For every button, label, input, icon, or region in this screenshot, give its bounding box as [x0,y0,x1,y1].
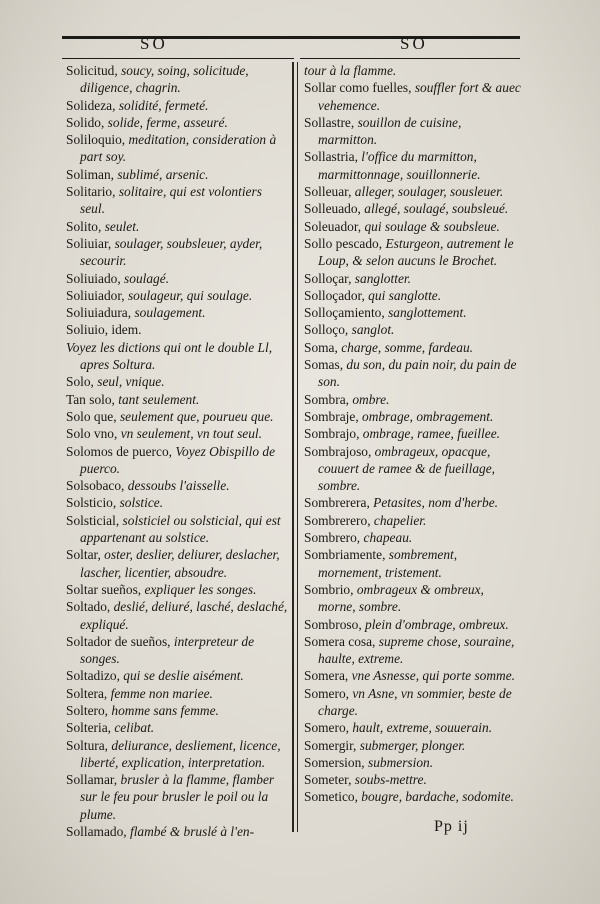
entry-headword: Soltadizo, [66,668,120,684]
dictionary-entry [66,373,290,390]
entry-definition: souillon de cuisine, marmitton. [318,114,462,148]
entry-definition: sanglottement. [384,305,467,321]
entry-headword: Solo vno, [66,426,118,442]
entry-headword: Solsticial, [66,512,120,528]
entry-headword: Soliloquio, [66,132,126,148]
dictionary-entry [66,391,290,408]
entry-headword: Somas, [304,357,344,373]
entry-headword: Sollar como fuelles, [304,80,412,96]
entry-headword: Soliuiar, [66,235,112,251]
entry-headword: Soltado, [66,599,111,615]
entry-definition: allegé, soulagé, soubsleué. [360,201,509,217]
dictionary-entry [304,616,522,633]
entry-headword: Solsticio, [66,495,117,511]
entry-headword: Solicitud, [66,63,118,78]
entry-headword: Solteria, [66,720,111,736]
entry-headword: Solleuado, [304,201,361,217]
dictionary-entry [304,391,522,408]
entry-definition: dessoubs l'aisselle. [124,478,230,494]
entry-headword: Sollo pescado, [304,235,383,251]
entry-definition: solitaire, qui est volontiers seul. [80,184,262,217]
entry-headword: Soliuiador, [66,287,125,303]
entry-headword: Solo, [66,374,94,390]
entry-headword: Solloço, [304,322,349,338]
dictionary-entry [304,529,522,546]
entry-headword: Solitario, [66,184,116,200]
dictionary-entry [304,719,522,736]
header-rule-left [62,58,294,59]
running-header-left: SO [140,34,168,53]
dictionary-entry [304,754,522,771]
entry-definition: supreme chose, souraine, haulte, extreme. [318,633,515,667]
dictionary-entry [304,304,522,321]
entry-headword: Soliuio, idem. [66,322,142,338]
dictionary-entry [66,321,290,338]
entry-definition: ombrageux, opacque, couuert de ramee & de fueillage, sombre. [318,443,496,494]
dictionary-entry [304,62,522,79]
entry-definition: vne Asnesse, qui porte somme. [348,668,516,684]
entry-definition: submerger, plonger. [356,737,466,753]
dictionary-entry [66,183,290,218]
dictionary-entry [304,183,522,200]
entry-headword: Soliuiado, [66,270,121,286]
dictionary-entry [304,737,522,754]
entry-headword: Sombriamente, [304,547,386,563]
entry-definition: solidité, fermeté. [115,97,209,113]
entry-headword: Somero, [304,685,350,701]
entry-definition: souffler fort & auec vehemence. [318,80,521,113]
dictionary-entry [66,771,290,823]
entry-definition: expliquer les songes. [141,581,257,597]
entry-definition: soulager, soubsleuer, ayder, secourir. [80,235,263,269]
dictionary-entry [304,356,522,391]
entry-definition: oster, deslier, deliurer, deslacher, lascher, licentier, absoudre. [80,547,280,580]
entry-definition: l'office du marmitton, marmittonnage, souillonnerie. [318,149,481,182]
entry-headword: Sollamar, [66,772,118,788]
header-rule-right [300,58,520,59]
dictionary-entry [66,667,290,684]
dictionary-entry [304,633,522,668]
entry-definition: solsticiel ou solsticial, qui est appartenant au solstice. [80,512,281,546]
dictionary-entry [66,719,290,736]
entry-headword: Solomos de puerco, [66,443,172,459]
dictionary-entry [304,425,522,442]
entry-headword: Soltador de sueños, [66,633,171,649]
dictionary-entry [66,235,290,270]
entry-definition: submersion. [364,754,434,770]
right-column [304,62,522,806]
entry-headword: Somera cosa, [304,633,376,649]
entry-definition: Voyez les dictions qui ont le double Ll, apres Soltura. [66,339,273,373]
entry-headword: Somergir, [304,737,357,753]
entry-definition: Esturgeon, autrement le Loup, & selon aucuns le Brochet. [318,235,514,269]
entry-headword: Soliuiadura, [66,305,132,321]
entry-headword: Somersion, [304,754,365,770]
dictionary-entry [304,771,522,788]
entry-definition: chapeau. [360,530,413,546]
entry-definition: homme sans femme. [108,702,219,718]
dictionary-entry [304,546,522,581]
dictionary-entry [66,166,290,183]
entry-definition: sombrement, mornement, tristement. [318,547,458,580]
entry-headword: Soma, [304,339,338,355]
entry-headword: Solloçamiento, [304,305,385,321]
entry-headword: Soliman, [66,166,114,182]
dictionary-entry [304,443,522,495]
entry-definition: soucy, soing, solicitude, diligence, chagrin. [80,63,249,96]
dictionary-entry [66,477,290,494]
entry-headword: Soltero, [66,702,109,718]
dictionary-entry [304,512,522,529]
entry-headword: Sollastria, [304,149,358,165]
dictionary-entry [66,131,290,166]
dictionary-entry [66,546,290,581]
entry-definition: tant seulement. [114,391,200,407]
dictionary-entry [66,512,290,547]
entry-definition: qui se deslie aisément. [119,668,244,684]
dictionary-entry [304,287,522,304]
dictionary-entry [66,425,290,442]
entry-definition: plein d'ombrage, ombreux. [361,616,509,632]
entry-headword: Sombrajo, [304,426,360,442]
dictionary-entry [66,581,290,598]
dictionary-entry [304,339,522,356]
dictionary-entry [66,443,290,478]
entry-headword: Solloçador, [304,287,365,303]
dictionary-entry [304,667,522,684]
catchword: Pp ij [434,818,469,835]
entry-definition: ombrage, ramee, fueillee. [359,426,500,442]
entry-definition: sublimé, arsenic. [114,166,209,182]
dictionary-entry [304,270,522,287]
entry-headword: Sombrajoso, [304,443,372,459]
dictionary-entry [304,114,522,149]
entry-headword: Sombroso, [304,616,362,632]
entry-definition: ombrageux & ombreux, morne, sombre. [318,581,484,615]
entry-headword: Soltar, [66,547,101,563]
dictionary-entry [304,685,522,720]
dictionary-entry [304,79,522,114]
dictionary-entry [66,114,290,131]
dictionary-entry [304,581,522,616]
entry-definition: deliurance, desliement, licence, liberté, explication, interpretation. [80,737,281,770]
dictionary-entry [304,235,522,270]
entry-definition: vn Asne, vn sommier, beste de charge. [318,685,512,718]
entry-headword: Sollamado, [66,824,127,840]
dictionary-entry [66,685,290,702]
entry-definition: ombrage, ombragement. [358,408,494,424]
left-column [66,62,290,840]
entry-headword: Solito, [66,218,102,234]
dictionary-entry [66,97,290,114]
entry-definition: flambé & bruslé à l'en- [126,824,255,840]
entry-definition: interpreteur de songes. [80,633,255,667]
entry-headword: Sollastre, [304,114,355,130]
dictionary-entry [66,737,290,772]
entry-definition: qui sanglotte. [364,287,442,303]
dictionary-entry [66,62,290,97]
entry-definition: seulet. [101,218,140,234]
dictionary-entry [304,408,522,425]
dictionary-entry [66,304,290,321]
entry-definition: soulagé. [120,270,170,286]
entry-headword: Soltura, [66,737,109,753]
entry-headword: Sombra, [304,391,350,407]
entry-headword: Sombrerera, [304,495,370,511]
entry-headword: Solido, [66,114,105,130]
entry-headword: Sometico, [304,789,358,805]
entry-definition: sanglot. [348,322,395,338]
entry-headword: Soleuador, [304,218,362,234]
running-header-right: SO [400,34,428,53]
entry-definition: femme non mariee. [107,685,213,701]
entry-headword: Solsobaco, [66,478,125,494]
dictionary-entry [304,788,522,805]
entry-headword: Solo que, [66,408,117,424]
entry-definition: seulement que, pourueu que. [116,408,274,424]
dictionary-entry [66,823,290,840]
dictionary-entry [304,218,522,235]
entry-definition: Petasites, nom d'herbe. [369,495,499,511]
entry-definition: qui soulage & soubsleue. [361,218,500,234]
dictionary-entry [66,218,290,235]
entry-definition: ombre. [349,391,390,407]
dictionary-entry [304,494,522,511]
entry-definition: seul, vnique. [93,374,165,390]
dictionary-entry [66,702,290,719]
entry-headword: Sombrerero, [304,512,371,528]
entry-headword: Somera, [304,668,349,684]
entry-headword: Solleuar, [304,184,352,200]
dictionary-entry [66,408,290,425]
column-divider-inner [297,62,298,832]
entry-definition: brusler à la flamme, flamber sur le feu pour brusler le poil ou la plume. [80,772,275,822]
entry-definition: tour à la flamme. [304,63,397,78]
entry-headword: Soltar sueños, [66,581,142,597]
entry-definition: hault, extreme, souuerain. [349,720,493,736]
dictionary-entry [66,287,290,304]
dictionary-entry [66,633,290,668]
entry-definition: celibat. [111,720,155,736]
entry-headword: Someter, [304,772,352,788]
dictionary-entry [66,494,290,511]
entry-definition: charge, somme, fardeau. [337,339,473,355]
entry-definition: sanglotter. [351,270,411,286]
top-rule [62,36,520,39]
entry-definition: chapelier. [370,512,427,528]
entry-definition: soulagement. [131,305,206,321]
entry-headword: Sombraje, [304,408,359,424]
entry-headword: Sombrio, [304,581,354,597]
dictionary-entry [304,321,522,338]
column-divider [292,62,294,832]
entry-headword: Tan solo, [66,391,115,407]
dictionary-entry [66,598,290,633]
entry-definition: du son, du pain noir, du pain de son. [318,357,517,390]
dictionary-entry [66,270,290,287]
dictionary-entry [66,339,290,374]
entry-definition: deslié, deliuré, lasché, deslaché, expliqué. [80,599,288,632]
entry-definition: Voyez Obispillo de puerco. [80,443,276,476]
entry-headword: Sombrero, [304,530,361,546]
entry-definition: soulageur, qui soulage. [124,287,253,303]
entry-headword: Solloçar, [304,270,352,286]
entry-headword: Somero, [304,720,350,736]
dictionary-entry [304,148,522,183]
entry-headword: Solideza, [66,97,116,113]
entry-definition: alleger, soulager, sousleuer. [351,184,504,200]
entry-definition: solide, ferme, asseuré. [104,114,228,130]
entry-definition: meditation, consideration à part soy. [80,132,277,165]
entry-definition: solstice. [116,495,164,511]
entry-definition: bougre, bardache, sodomite. [357,789,514,805]
entry-definition: soubs-mettre. [351,772,427,788]
dictionary-entry [304,200,522,217]
entry-headword: Soltera, [66,685,108,701]
entry-definition: vn seulement, vn tout seul. [117,426,262,442]
